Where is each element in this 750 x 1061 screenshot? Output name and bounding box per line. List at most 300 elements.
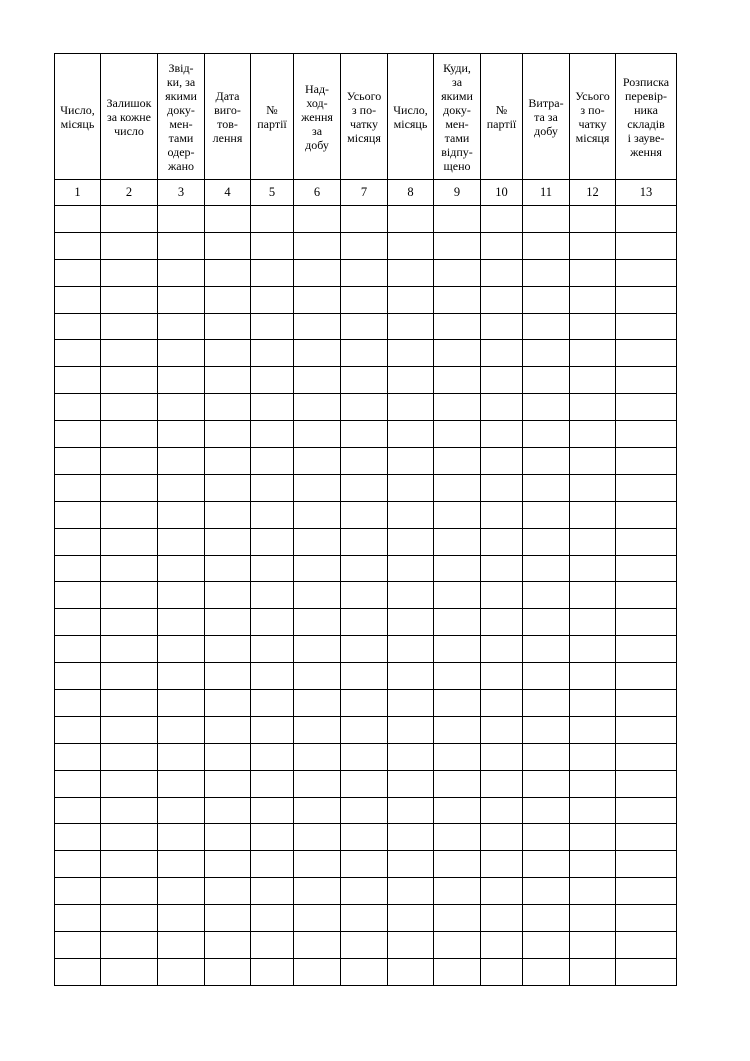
empty-cell — [55, 609, 101, 636]
empty-cell — [251, 663, 294, 690]
empty-cell — [101, 663, 158, 690]
empty-cell — [388, 824, 434, 851]
empty-cell — [616, 824, 677, 851]
empty-cell — [523, 663, 570, 690]
empty-cell — [523, 474, 570, 501]
empty-cell — [101, 797, 158, 824]
column-number: 6 — [294, 180, 341, 206]
empty-cell — [251, 367, 294, 394]
empty-cell — [158, 340, 205, 367]
empty-cell — [388, 367, 434, 394]
empty-cell — [294, 501, 341, 528]
empty-cell — [523, 340, 570, 367]
empty-cell — [158, 474, 205, 501]
column-number: 12 — [570, 180, 616, 206]
empty-cell — [251, 286, 294, 313]
empty-cell — [205, 448, 251, 475]
column-number: 1 — [55, 180, 101, 206]
empty-cell — [158, 232, 205, 259]
empty-cell — [55, 690, 101, 717]
empty-cell — [158, 636, 205, 663]
empty-cell — [616, 636, 677, 663]
empty-cell — [616, 206, 677, 233]
header-text: Над- ход- ження за добу — [301, 81, 333, 152]
empty-cell — [523, 448, 570, 475]
empty-cell — [205, 421, 251, 448]
empty-cell — [205, 636, 251, 663]
empty-cell — [294, 286, 341, 313]
empty-cell — [101, 770, 158, 797]
empty-cell — [616, 582, 677, 609]
empty-cell — [616, 421, 677, 448]
header-cell-10 — [481, 54, 523, 180]
empty-cell — [294, 528, 341, 555]
table-row — [55, 663, 677, 690]
empty-cell — [205, 958, 251, 985]
empty-cell — [341, 824, 388, 851]
empty-cell — [341, 690, 388, 717]
empty-cell — [251, 905, 294, 932]
empty-cell — [481, 663, 523, 690]
empty-cell — [570, 690, 616, 717]
empty-cell — [251, 421, 294, 448]
empty-cell — [341, 743, 388, 770]
empty-cell — [570, 421, 616, 448]
empty-cell — [251, 259, 294, 286]
header-cell-4 — [205, 54, 251, 180]
empty-cell — [101, 528, 158, 555]
header-cell-3 — [158, 54, 205, 180]
empty-cell — [523, 528, 570, 555]
empty-cell — [434, 770, 481, 797]
empty-cell — [616, 340, 677, 367]
empty-cell — [523, 932, 570, 959]
empty-cell — [205, 716, 251, 743]
empty-cell — [434, 582, 481, 609]
empty-cell — [158, 716, 205, 743]
empty-cell — [294, 206, 341, 233]
empty-cell — [570, 797, 616, 824]
empty-cell — [101, 232, 158, 259]
ledger-table — [54, 53, 677, 986]
empty-cell — [434, 555, 481, 582]
empty-cell — [616, 905, 677, 932]
empty-cell — [294, 340, 341, 367]
empty-cell — [294, 932, 341, 959]
empty-cell — [251, 878, 294, 905]
empty-cell — [341, 797, 388, 824]
empty-cell — [101, 690, 158, 717]
empty-cell — [205, 797, 251, 824]
empty-cell — [158, 797, 205, 824]
empty-cell — [616, 313, 677, 340]
column-number: 2 — [101, 180, 158, 206]
empty-cell — [101, 259, 158, 286]
empty-cell — [523, 824, 570, 851]
empty-cell — [251, 743, 294, 770]
empty-cell — [205, 528, 251, 555]
empty-cell — [481, 474, 523, 501]
empty-cell — [616, 743, 677, 770]
column-number: 13 — [616, 180, 677, 206]
empty-cell — [101, 313, 158, 340]
empty-cell — [294, 797, 341, 824]
empty-cell — [523, 743, 570, 770]
empty-cell — [341, 367, 388, 394]
empty-cell — [434, 474, 481, 501]
header-text: № партії — [486, 102, 517, 131]
table-row — [55, 851, 677, 878]
empty-cell — [341, 582, 388, 609]
empty-cell — [158, 770, 205, 797]
empty-cell — [481, 313, 523, 340]
empty-cell — [523, 905, 570, 932]
empty-cell — [158, 367, 205, 394]
empty-cell — [294, 824, 341, 851]
empty-cell — [434, 206, 481, 233]
empty-cell — [101, 905, 158, 932]
empty-cell — [388, 421, 434, 448]
empty-cell — [616, 367, 677, 394]
empty-cell — [205, 582, 251, 609]
empty-cell — [101, 958, 158, 985]
empty-cell — [523, 609, 570, 636]
empty-cell — [158, 609, 205, 636]
empty-cell — [481, 528, 523, 555]
empty-cell — [341, 313, 388, 340]
empty-cell — [570, 636, 616, 663]
empty-cell — [616, 770, 677, 797]
empty-cell — [55, 770, 101, 797]
empty-cell — [523, 958, 570, 985]
empty-cell — [570, 878, 616, 905]
empty-cell — [101, 448, 158, 475]
empty-cell — [481, 878, 523, 905]
header-cell-5 — [251, 54, 294, 180]
empty-cell — [341, 501, 388, 528]
column-number: 4 — [205, 180, 251, 206]
column-number: 10 — [481, 180, 523, 206]
table-row — [55, 690, 677, 717]
empty-cell — [341, 206, 388, 233]
column-number: 7 — [341, 180, 388, 206]
table-row — [55, 528, 677, 555]
empty-cell — [294, 636, 341, 663]
empty-cell — [434, 259, 481, 286]
empty-cell — [251, 501, 294, 528]
empty-cell — [570, 286, 616, 313]
empty-cell — [570, 716, 616, 743]
empty-cell — [55, 474, 101, 501]
header-text: Число, місяць — [393, 102, 428, 131]
empty-cell — [481, 340, 523, 367]
empty-cell — [388, 797, 434, 824]
empty-cell — [570, 663, 616, 690]
header-cell-7 — [341, 54, 388, 180]
empty-cell — [251, 690, 294, 717]
empty-cell — [205, 932, 251, 959]
empty-cell — [481, 716, 523, 743]
empty-cell — [388, 582, 434, 609]
empty-cell — [341, 448, 388, 475]
column-number: 11 — [523, 180, 570, 206]
empty-cell — [481, 555, 523, 582]
table-row — [55, 259, 677, 286]
empty-cell — [294, 905, 341, 932]
empty-cell — [616, 797, 677, 824]
empty-cell — [101, 286, 158, 313]
empty-cell — [205, 905, 251, 932]
empty-cell — [294, 690, 341, 717]
empty-cell — [341, 286, 388, 313]
empty-cell — [570, 958, 616, 985]
empty-cell — [294, 851, 341, 878]
empty-cell — [55, 367, 101, 394]
empty-cell — [616, 286, 677, 313]
empty-cell — [251, 636, 294, 663]
header-text: Розписка перевір- ника складів і зауве- ження — [622, 74, 670, 159]
empty-cell — [570, 770, 616, 797]
empty-cell — [388, 770, 434, 797]
empty-cell — [158, 851, 205, 878]
empty-cell — [55, 663, 101, 690]
empty-cell — [570, 394, 616, 421]
empty-cell — [251, 770, 294, 797]
empty-cell — [294, 259, 341, 286]
empty-cell — [434, 367, 481, 394]
empty-cell — [294, 448, 341, 475]
empty-cell — [251, 394, 294, 421]
header-cell-11 — [523, 54, 570, 180]
empty-cell — [101, 582, 158, 609]
empty-cell — [251, 448, 294, 475]
empty-cell — [205, 340, 251, 367]
empty-cell — [55, 340, 101, 367]
table-row — [55, 340, 677, 367]
empty-cell — [101, 743, 158, 770]
empty-cell — [570, 474, 616, 501]
empty-cell — [616, 501, 677, 528]
empty-cell — [388, 232, 434, 259]
empty-cell — [158, 313, 205, 340]
empty-cell — [251, 582, 294, 609]
empty-cell — [570, 824, 616, 851]
empty-cell — [616, 394, 677, 421]
empty-cell — [434, 528, 481, 555]
empty-cell — [434, 232, 481, 259]
empty-cell — [570, 528, 616, 555]
empty-cell — [523, 206, 570, 233]
empty-cell — [434, 501, 481, 528]
empty-cell — [251, 797, 294, 824]
empty-cell — [55, 555, 101, 582]
empty-cell — [388, 609, 434, 636]
header-cell-6 — [294, 54, 341, 180]
empty-cell — [616, 528, 677, 555]
empty-cell — [616, 448, 677, 475]
empty-cell — [388, 286, 434, 313]
empty-cell — [341, 394, 388, 421]
column-number: 8 — [388, 180, 434, 206]
empty-cell — [570, 905, 616, 932]
empty-cell — [570, 448, 616, 475]
table-row — [55, 958, 677, 985]
empty-cell — [158, 743, 205, 770]
empty-cell — [251, 958, 294, 985]
empty-cell — [434, 797, 481, 824]
table-row — [55, 313, 677, 340]
table-row — [55, 448, 677, 475]
empty-cell — [101, 878, 158, 905]
empty-cell — [251, 932, 294, 959]
empty-cell — [481, 501, 523, 528]
header-text: Звід- ки, за якими доку- мен- тами одер- жано — [165, 60, 197, 173]
table-row — [55, 636, 677, 663]
empty-cell — [616, 663, 677, 690]
empty-cell — [205, 743, 251, 770]
empty-cell — [341, 636, 388, 663]
empty-cell — [101, 367, 158, 394]
header-row — [55, 54, 677, 180]
empty-cell — [388, 932, 434, 959]
empty-cell — [55, 824, 101, 851]
empty-cell — [55, 206, 101, 233]
empty-cell — [55, 851, 101, 878]
empty-cell — [158, 421, 205, 448]
empty-cell — [55, 232, 101, 259]
empty-cell — [388, 851, 434, 878]
empty-cell — [616, 259, 677, 286]
ledger-body — [55, 206, 677, 986]
empty-cell — [570, 582, 616, 609]
empty-cell — [294, 878, 341, 905]
empty-cell — [55, 313, 101, 340]
header-text: Витра- та за добу — [528, 95, 564, 138]
empty-cell — [55, 421, 101, 448]
empty-cell — [388, 636, 434, 663]
header-text: Дата виго- тов- лення — [212, 88, 243, 145]
empty-cell — [101, 501, 158, 528]
empty-cell — [294, 367, 341, 394]
empty-cell — [481, 797, 523, 824]
header-text: Залишок за кожне число — [106, 95, 152, 138]
empty-cell — [101, 394, 158, 421]
empty-cell — [158, 690, 205, 717]
empty-cell — [481, 743, 523, 770]
empty-cell — [341, 340, 388, 367]
header-text: Число, місяць — [60, 102, 95, 131]
empty-cell — [251, 851, 294, 878]
empty-cell — [341, 716, 388, 743]
empty-cell — [341, 663, 388, 690]
empty-cell — [251, 716, 294, 743]
empty-cell — [434, 448, 481, 475]
empty-cell — [434, 313, 481, 340]
empty-cell — [434, 421, 481, 448]
column-number: 3 — [158, 180, 205, 206]
empty-cell — [101, 206, 158, 233]
empty-cell — [294, 555, 341, 582]
empty-cell — [341, 851, 388, 878]
empty-cell — [523, 232, 570, 259]
empty-cell — [101, 851, 158, 878]
empty-cell — [251, 824, 294, 851]
empty-cell — [101, 555, 158, 582]
empty-cell — [434, 636, 481, 663]
empty-cell — [55, 797, 101, 824]
empty-cell — [481, 367, 523, 394]
empty-cell — [341, 609, 388, 636]
empty-cell — [55, 878, 101, 905]
empty-cell — [434, 851, 481, 878]
empty-cell — [294, 609, 341, 636]
empty-cell — [158, 905, 205, 932]
empty-cell — [158, 394, 205, 421]
empty-cell — [481, 259, 523, 286]
table-row — [55, 770, 677, 797]
empty-cell — [481, 448, 523, 475]
empty-cell — [205, 770, 251, 797]
table-row — [55, 878, 677, 905]
empty-cell — [523, 851, 570, 878]
empty-cell — [205, 878, 251, 905]
empty-cell — [570, 259, 616, 286]
header-cell-9 — [434, 54, 481, 180]
empty-cell — [388, 206, 434, 233]
empty-cell — [251, 609, 294, 636]
empty-cell — [251, 340, 294, 367]
empty-cell — [158, 528, 205, 555]
empty-cell — [570, 340, 616, 367]
empty-cell — [481, 421, 523, 448]
table-row — [55, 367, 677, 394]
table-row — [55, 824, 677, 851]
header-cell-13 — [616, 54, 677, 180]
empty-cell — [55, 716, 101, 743]
empty-cell — [158, 286, 205, 313]
empty-cell — [205, 663, 251, 690]
empty-cell — [388, 878, 434, 905]
table-row — [55, 582, 677, 609]
empty-cell — [481, 851, 523, 878]
header-cell-2 — [101, 54, 158, 180]
empty-cell — [101, 716, 158, 743]
empty-cell — [251, 474, 294, 501]
empty-cell — [434, 286, 481, 313]
empty-cell — [570, 206, 616, 233]
empty-cell — [388, 259, 434, 286]
empty-cell — [101, 340, 158, 367]
empty-cell — [616, 474, 677, 501]
empty-cell — [158, 824, 205, 851]
empty-cell — [294, 313, 341, 340]
empty-cell — [205, 851, 251, 878]
empty-cell — [434, 824, 481, 851]
empty-cell — [616, 555, 677, 582]
empty-cell — [434, 878, 481, 905]
empty-cell — [523, 367, 570, 394]
empty-cell — [616, 851, 677, 878]
empty-cell — [205, 232, 251, 259]
empty-cell — [570, 851, 616, 878]
empty-cell — [101, 932, 158, 959]
empty-cell — [616, 716, 677, 743]
empty-cell — [341, 905, 388, 932]
empty-cell — [616, 878, 677, 905]
empty-cell — [205, 609, 251, 636]
empty-cell — [523, 770, 570, 797]
empty-cell — [523, 313, 570, 340]
